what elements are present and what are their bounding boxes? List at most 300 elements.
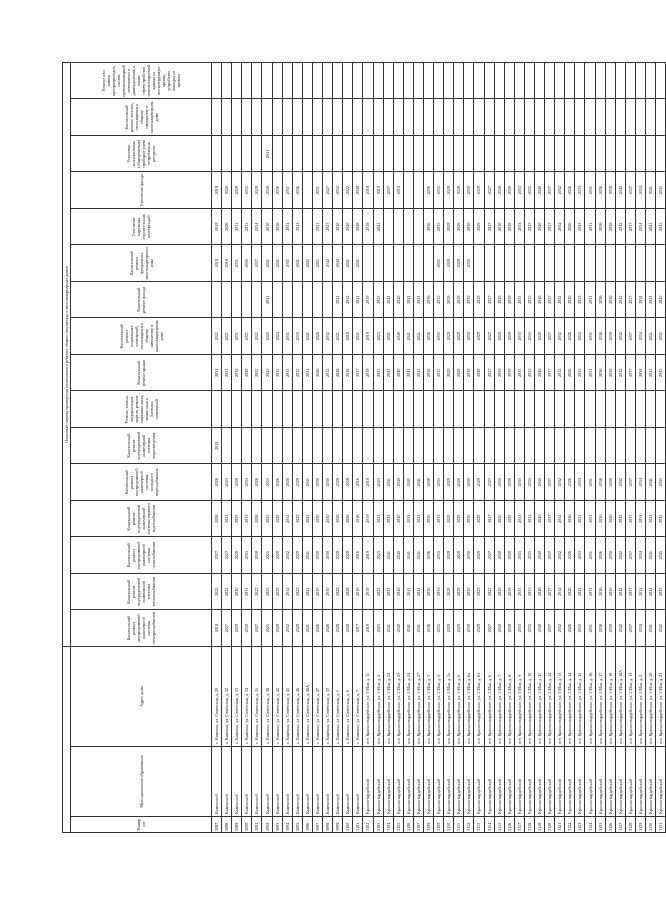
row-year-cell: 2025 <box>262 464 272 501</box>
row-year-cell: 2036 <box>595 354 605 391</box>
row-number: 3088 <box>222 817 232 833</box>
row-year-cell <box>262 62 272 99</box>
row-year-cell: 2042 <box>333 245 343 282</box>
row-year-cell: 2036 <box>595 464 605 501</box>
row-number: 3115 <box>494 817 504 833</box>
row-year-cell: 2035 <box>524 573 534 610</box>
row-year-cell <box>555 99 565 136</box>
row-year-cell: 2037 <box>625 172 635 209</box>
row-year-cell: 2022 <box>222 573 232 610</box>
row-year-cell: 2028 <box>343 573 353 610</box>
row-address: пгт. Красногвардейское, ул. 1 Мая, д. 12 <box>545 646 555 746</box>
table-row <box>434 62 444 832</box>
row-year-cell: 2033 <box>575 318 585 355</box>
row-year-cell <box>575 427 585 464</box>
row-number: 3104 <box>383 817 393 833</box>
row-year-cell <box>635 99 645 136</box>
row-year-cell: 2035 <box>434 573 444 610</box>
row-year-cell <box>383 135 393 172</box>
row-year-cell: 2019 <box>363 573 373 610</box>
row-address: с. Каменка, ул. Советская, д. 7 <box>353 646 363 746</box>
col-header-work: Утепление фасада <box>71 172 212 209</box>
header-spacer <box>63 646 71 832</box>
table-row <box>333 62 343 832</box>
row-year-cell: 2016 <box>353 573 363 610</box>
row-year-cell: 2032 <box>555 318 565 355</box>
row-address: пгт. Красногвардейское, ул. 1 Мая, д. 14 <box>565 646 575 746</box>
row-year-cell: 2027 <box>222 537 232 574</box>
row-year-cell: 2040 <box>232 573 242 610</box>
row-year-cell <box>423 391 433 428</box>
row-year-cell: 2030 <box>464 537 474 574</box>
row-year-cell: 2041 <box>262 245 272 282</box>
table-row <box>323 62 333 832</box>
row-year-cell: 2023 <box>222 500 232 537</box>
row-year-cell: 2016 <box>353 464 363 501</box>
row-year-cell: 2029 <box>444 464 454 501</box>
row-year-cell: 2041 <box>302 573 312 610</box>
row-year-cell: 2036 <box>595 537 605 574</box>
row-year-cell: 2034 <box>635 573 645 610</box>
row-year-cell: 2041 <box>646 172 656 209</box>
row-year-cell: 2031 <box>212 354 222 391</box>
row-year-cell: 2040 <box>535 172 545 209</box>
row-address: пгт. Красногвардейское, ул. 1 Мая, д. 22 <box>383 646 393 746</box>
row-year-cell: 2041 <box>646 208 656 245</box>
row-year-cell <box>242 99 252 136</box>
row-year-cell: 2026 <box>565 208 575 245</box>
row-year-cell <box>646 245 656 282</box>
row-year-cell: 2041 <box>403 610 413 647</box>
row-year-cell: 2021 <box>212 318 222 355</box>
row-year-cell: 2029 <box>474 172 484 209</box>
row-number: 3110 <box>444 817 454 833</box>
row-year-cell: 2026 <box>565 537 575 574</box>
row-year-cell: 2030 <box>605 610 615 647</box>
row-year-cell <box>252 62 262 99</box>
table-row <box>393 62 403 832</box>
row-address: пгт. Красногвардейское, ул. 1 Мая, д. 15 <box>575 646 585 746</box>
row-year-cell <box>353 135 363 172</box>
table-row <box>565 62 575 832</box>
row-address: с. Каменка, ул. Советская, д. 33 <box>232 646 242 746</box>
row-year-cell: 2039 <box>504 610 514 647</box>
row-year-cell: 2027 <box>484 573 494 610</box>
row-municipality: Каменский <box>323 747 333 817</box>
row-year-cell: 2037 <box>625 464 635 501</box>
row-year-cell: 2029 <box>232 464 242 501</box>
row-number: 3116 <box>504 817 514 833</box>
row-year-cell <box>646 62 656 99</box>
row-year-cell: 2041 <box>403 281 413 318</box>
row-year-cell: 2032 <box>555 500 565 537</box>
row-year-cell: 2036 <box>423 354 433 391</box>
row-year-cell: 2031 <box>585 172 595 209</box>
row-year-cell <box>373 245 383 282</box>
row-year-cell <box>242 281 252 318</box>
row-year-cell: 2035 <box>524 208 534 245</box>
row-year-cell <box>454 391 464 428</box>
row-year-cell <box>565 391 575 428</box>
row-year-cell <box>333 62 343 99</box>
row-year-cell <box>282 391 292 428</box>
table-row <box>444 62 454 832</box>
row-year-cell <box>535 391 545 428</box>
row-year-cell: 2040 <box>535 208 545 245</box>
row-year-cell <box>454 135 464 172</box>
row-year-cell: 2021 <box>252 318 262 355</box>
row-year-cell <box>464 62 474 99</box>
table-row <box>535 62 545 832</box>
row-year-cell <box>615 62 625 99</box>
row-year-cell: 2041 <box>646 318 656 355</box>
row-year-cell <box>403 135 413 172</box>
row-year-cell <box>282 62 292 99</box>
row-year-cell <box>585 135 595 172</box>
row-year-cell <box>615 427 625 464</box>
row-year-cell: 2032 <box>282 500 292 537</box>
row-year-cell: 2045 <box>656 208 666 245</box>
row-address: пгт. Красногвардейское, ул. 1 Мая, д. 16 <box>585 646 595 746</box>
row-year-cell <box>403 208 413 245</box>
row-year-cell <box>373 135 383 172</box>
row-year-cell: 2030 <box>464 318 474 355</box>
row-number: 3087 <box>212 817 222 833</box>
row-year-cell <box>454 99 464 136</box>
row-year-cell: 2036 <box>595 172 605 209</box>
row-year-cell <box>484 99 494 136</box>
row-year-cell <box>222 99 232 136</box>
row-address: с. Каменка, ул. Советская, д. 32 <box>222 646 232 746</box>
row-year-cell <box>625 245 635 282</box>
row-year-cell: 2032 <box>282 537 292 574</box>
row-year-cell: 2041 <box>272 245 282 282</box>
row-number: 3124 <box>585 817 595 833</box>
row-year-cell <box>585 62 595 99</box>
row-year-cell: 2029 <box>474 354 484 391</box>
table-row <box>615 62 625 832</box>
row-year-cell <box>423 135 433 172</box>
row-municipality: Красногвардейский <box>565 747 575 817</box>
row-year-cell: 2029 <box>272 573 282 610</box>
row-year-cell: 2032 <box>555 354 565 391</box>
row-year-cell: 2029 <box>444 500 454 537</box>
row-year-cell: 2023 <box>222 464 232 501</box>
row-year-cell <box>252 135 262 172</box>
row-number: 3130 <box>646 817 656 833</box>
row-year-cell: 2041 <box>353 281 363 318</box>
row-year-cell <box>555 135 565 172</box>
row-address: пгт. Красногвардейское, ул. 1 Мая, д. 6 <box>454 646 464 746</box>
row-year-cell: 2026 <box>272 464 282 501</box>
table-row <box>454 62 464 832</box>
row-year-cell: 2031 <box>282 172 292 209</box>
row-year-cell <box>635 135 645 172</box>
row-year-cell: 2032 <box>555 464 565 501</box>
row-year-cell: 2039 <box>504 537 514 574</box>
row-year-cell: 2041 <box>383 318 393 355</box>
row-year-cell <box>363 99 373 136</box>
row-number: 3118 <box>524 817 534 833</box>
row-year-cell: 2027 <box>484 172 494 209</box>
row-address: с. Каменка, ул. Советская, д. 50 <box>323 646 333 746</box>
row-year-cell: 2027 <box>252 573 262 610</box>
row-year-cell: 2023 <box>373 500 383 537</box>
row-number: 3119 <box>535 817 545 833</box>
row-year-cell: 2033 <box>575 172 585 209</box>
row-year-cell: 2042 <box>615 354 625 391</box>
row-year-cell <box>585 245 595 282</box>
row-year-cell: 2028 <box>333 537 343 574</box>
row-year-cell: 2027 <box>484 464 494 501</box>
row-municipality: Каменский <box>353 747 363 817</box>
row-year-cell: 2018 <box>212 245 222 282</box>
row-year-cell <box>494 99 504 136</box>
row-year-cell <box>262 391 272 428</box>
row-year-cell: 2029 <box>292 610 302 647</box>
row-year-cell <box>524 391 534 428</box>
row-year-cell: 2030 <box>605 281 615 318</box>
row-address: пгт. Красногвардейское, ул. 1 Мая, д. 27 <box>413 646 423 746</box>
row-number: 3097 <box>312 817 322 833</box>
row-year-cell: 2022 <box>252 354 262 391</box>
row-year-cell: 2035 <box>524 172 534 209</box>
row-year-cell <box>323 391 333 428</box>
row-year-cell <box>504 391 514 428</box>
row-year-cell <box>615 245 625 282</box>
row-year-cell: 2040 <box>535 573 545 610</box>
row-year-cell <box>252 99 262 136</box>
row-year-cell: 2041 <box>646 354 656 391</box>
row-year-cell: 2027 <box>222 610 232 647</box>
row-number: 3113 <box>474 817 484 833</box>
row-year-cell <box>444 62 454 99</box>
row-year-cell: 2027 <box>484 537 494 574</box>
row-year-cell: 2041 <box>383 500 393 537</box>
row-year-cell <box>353 391 363 428</box>
row-address: с. Каменка, ул. Советская, д. 6 <box>343 646 353 746</box>
row-year-cell: 2041 <box>383 354 393 391</box>
row-year-cell: 2030 <box>323 537 333 574</box>
table-row <box>403 62 413 832</box>
row-year-cell <box>656 135 666 172</box>
row-number: 3128 <box>625 817 635 833</box>
row-year-cell: 2036 <box>423 208 433 245</box>
table-row <box>575 62 585 832</box>
col-header-work: Капитальный ремонт крыши <box>71 354 212 391</box>
row-year-cell <box>393 62 403 99</box>
row-year-cell: 2029 <box>252 172 262 209</box>
row-year-cell: 2048 <box>353 208 363 245</box>
table-row <box>272 62 282 832</box>
row-year-cell <box>595 99 605 136</box>
row-year-cell <box>605 391 615 428</box>
row-year-cell: 2036 <box>272 208 282 245</box>
row-year-cell: 2026 <box>565 573 575 610</box>
row-number: 3131 <box>656 817 666 833</box>
table-row <box>524 62 534 832</box>
row-year-cell <box>292 62 302 99</box>
row-year-cell: 2041 <box>403 573 413 610</box>
row-year-cell: 2023 <box>373 573 383 610</box>
table-body <box>212 62 666 832</box>
row-year-cell: 2030 <box>464 464 474 501</box>
table-row <box>555 62 565 832</box>
row-year-cell <box>575 99 585 136</box>
row-year-cell <box>615 99 625 136</box>
row-year-cell: 2030 <box>494 500 504 537</box>
row-year-cell <box>383 99 393 136</box>
row-year-cell: 2036 <box>595 208 605 245</box>
row-year-cell <box>343 99 353 136</box>
row-year-cell <box>484 135 494 172</box>
row-number: 3098 <box>323 817 333 833</box>
table-row <box>212 62 222 832</box>
row-year-cell: 2041 <box>413 610 423 647</box>
row-year-cell: 2023 <box>373 354 383 391</box>
row-year-cell: 2031 <box>312 172 322 209</box>
row-municipality: Каменский <box>232 747 242 817</box>
row-number: 3123 <box>575 817 585 833</box>
row-number: 3091 <box>252 817 262 833</box>
row-number: 3114 <box>484 817 494 833</box>
row-year-cell: 2033 <box>575 354 585 391</box>
row-year-cell: 2037 <box>252 245 262 282</box>
row-year-cell <box>535 99 545 136</box>
row-year-cell: 2016 <box>353 537 363 574</box>
row-municipality: Красногвардейский <box>413 747 423 817</box>
row-year-cell: 2039 <box>504 208 514 245</box>
row-year-cell: 2032 <box>323 354 333 391</box>
row-year-cell: 2030 <box>464 354 474 391</box>
row-year-cell: 2017 <box>353 354 363 391</box>
row-year-cell <box>635 62 645 99</box>
row-year-cell <box>312 62 322 99</box>
row-year-cell <box>514 427 524 464</box>
row-address: с. Каменка, ул. Советская, д. 5 <box>333 646 343 746</box>
row-year-cell: 2033 <box>242 537 252 574</box>
row-year-cell <box>262 99 272 136</box>
row-year-cell <box>565 427 575 464</box>
row-municipality: Каменский <box>292 747 302 817</box>
table-row <box>605 62 615 832</box>
row-year-cell: 2041 <box>302 610 312 647</box>
row-year-cell <box>454 62 464 99</box>
row-address: с. Каменка, ул. Советская, д. 46 <box>292 646 302 746</box>
row-year-cell <box>635 427 645 464</box>
row-year-cell <box>524 62 534 99</box>
row-year-cell: 2029 <box>454 573 464 610</box>
row-year-cell: 2030 <box>494 537 504 574</box>
row-year-cell <box>565 99 575 136</box>
row-year-cell: 2045 <box>656 500 666 537</box>
row-year-cell <box>323 62 333 99</box>
row-address: с. Каменка, ул. Советская, д. 46А <box>302 646 312 746</box>
row-year-cell <box>333 135 343 172</box>
row-address: с. Каменка, ул. Советская, д. 45 <box>282 646 292 746</box>
row-address: с. Каменка, ул. Советская, д. 42 <box>272 646 282 746</box>
row-year-cell: 2041 <box>413 537 423 574</box>
row-municipality: Красногвардейский <box>595 747 605 817</box>
row-number: 3100 <box>343 817 353 833</box>
row-year-cell: 2029 <box>454 281 464 318</box>
row-year-cell <box>333 99 343 136</box>
row-year-cell <box>605 99 615 136</box>
row-address: пгт. Красногвардейское, ул. 1 Мая, д. 6 <box>484 646 494 746</box>
row-year-cell: 2026 <box>312 354 322 391</box>
row-year-cell: 2019 <box>363 610 373 647</box>
row-year-cell: 2041 <box>403 537 413 574</box>
row-year-cell: 2040 <box>393 318 403 355</box>
row-year-cell: 2018 <box>212 427 222 464</box>
row-year-cell <box>343 427 353 464</box>
row-year-cell: 2031 <box>585 208 595 245</box>
row-number: 3126 <box>605 817 615 833</box>
row-year-cell: 2030 <box>494 354 504 391</box>
row-year-cell <box>282 135 292 172</box>
row-year-cell: 2037 <box>625 500 635 537</box>
row-year-cell: 2033 <box>514 318 524 355</box>
table-row <box>252 62 262 832</box>
col-header-work: Капитальный ремонт внутридомовой инженерной системы горячего водоснабжения <box>71 500 212 537</box>
row-year-cell: 2041 <box>413 500 423 537</box>
row-year-cell: 2031 <box>232 245 242 282</box>
row-year-cell: 2031 <box>282 245 292 282</box>
row-year-cell <box>333 391 343 428</box>
table-row <box>363 62 373 832</box>
row-year-cell: 2030 <box>464 610 474 647</box>
row-year-cell <box>575 391 585 428</box>
row-year-cell: 2033 <box>242 464 252 501</box>
row-year-cell: 2041 <box>646 610 656 647</box>
row-address: пгт. Красногвардейское, ул. 1 Мая, д. 9 <box>514 646 524 746</box>
row-year-cell: 2029 <box>444 281 454 318</box>
row-year-cell <box>413 245 423 282</box>
row-year-cell: 2029 <box>272 537 282 574</box>
row-year-cell: 2042 <box>615 172 625 209</box>
row-year-cell: 2026 <box>312 610 322 647</box>
row-year-cell: 2030 <box>262 172 272 209</box>
row-year-cell <box>535 62 545 99</box>
row-municipality: Красногвардейский <box>423 747 433 817</box>
row-year-cell <box>312 99 322 136</box>
row-year-cell <box>393 427 403 464</box>
row-year-cell <box>656 245 666 282</box>
row-year-cell: 2036 <box>423 537 433 574</box>
row-year-cell <box>403 62 413 99</box>
row-year-cell <box>434 135 444 172</box>
row-year-cell <box>656 427 666 464</box>
row-year-cell: 2041 <box>413 464 423 501</box>
col-header-number: Номер п/п <box>71 817 212 833</box>
row-year-cell: 2031 <box>232 208 242 245</box>
row-year-cell <box>464 99 474 136</box>
row-year-cell: 2041 <box>302 318 312 355</box>
row-year-cell <box>595 391 605 428</box>
table-row <box>635 62 645 832</box>
row-year-cell: 2035 <box>434 318 444 355</box>
row-year-cell: 2035 <box>434 464 444 501</box>
row-year-cell: 2031 <box>312 208 322 245</box>
row-municipality: Каменский <box>212 747 222 817</box>
row-year-cell <box>343 391 353 428</box>
row-municipality: Красногвардейский <box>625 747 635 817</box>
row-year-cell <box>242 135 252 172</box>
row-year-cell: 2041 <box>413 281 423 318</box>
row-year-cell: 2016 <box>353 500 363 537</box>
table-row <box>494 62 504 832</box>
row-year-cell <box>444 135 454 172</box>
